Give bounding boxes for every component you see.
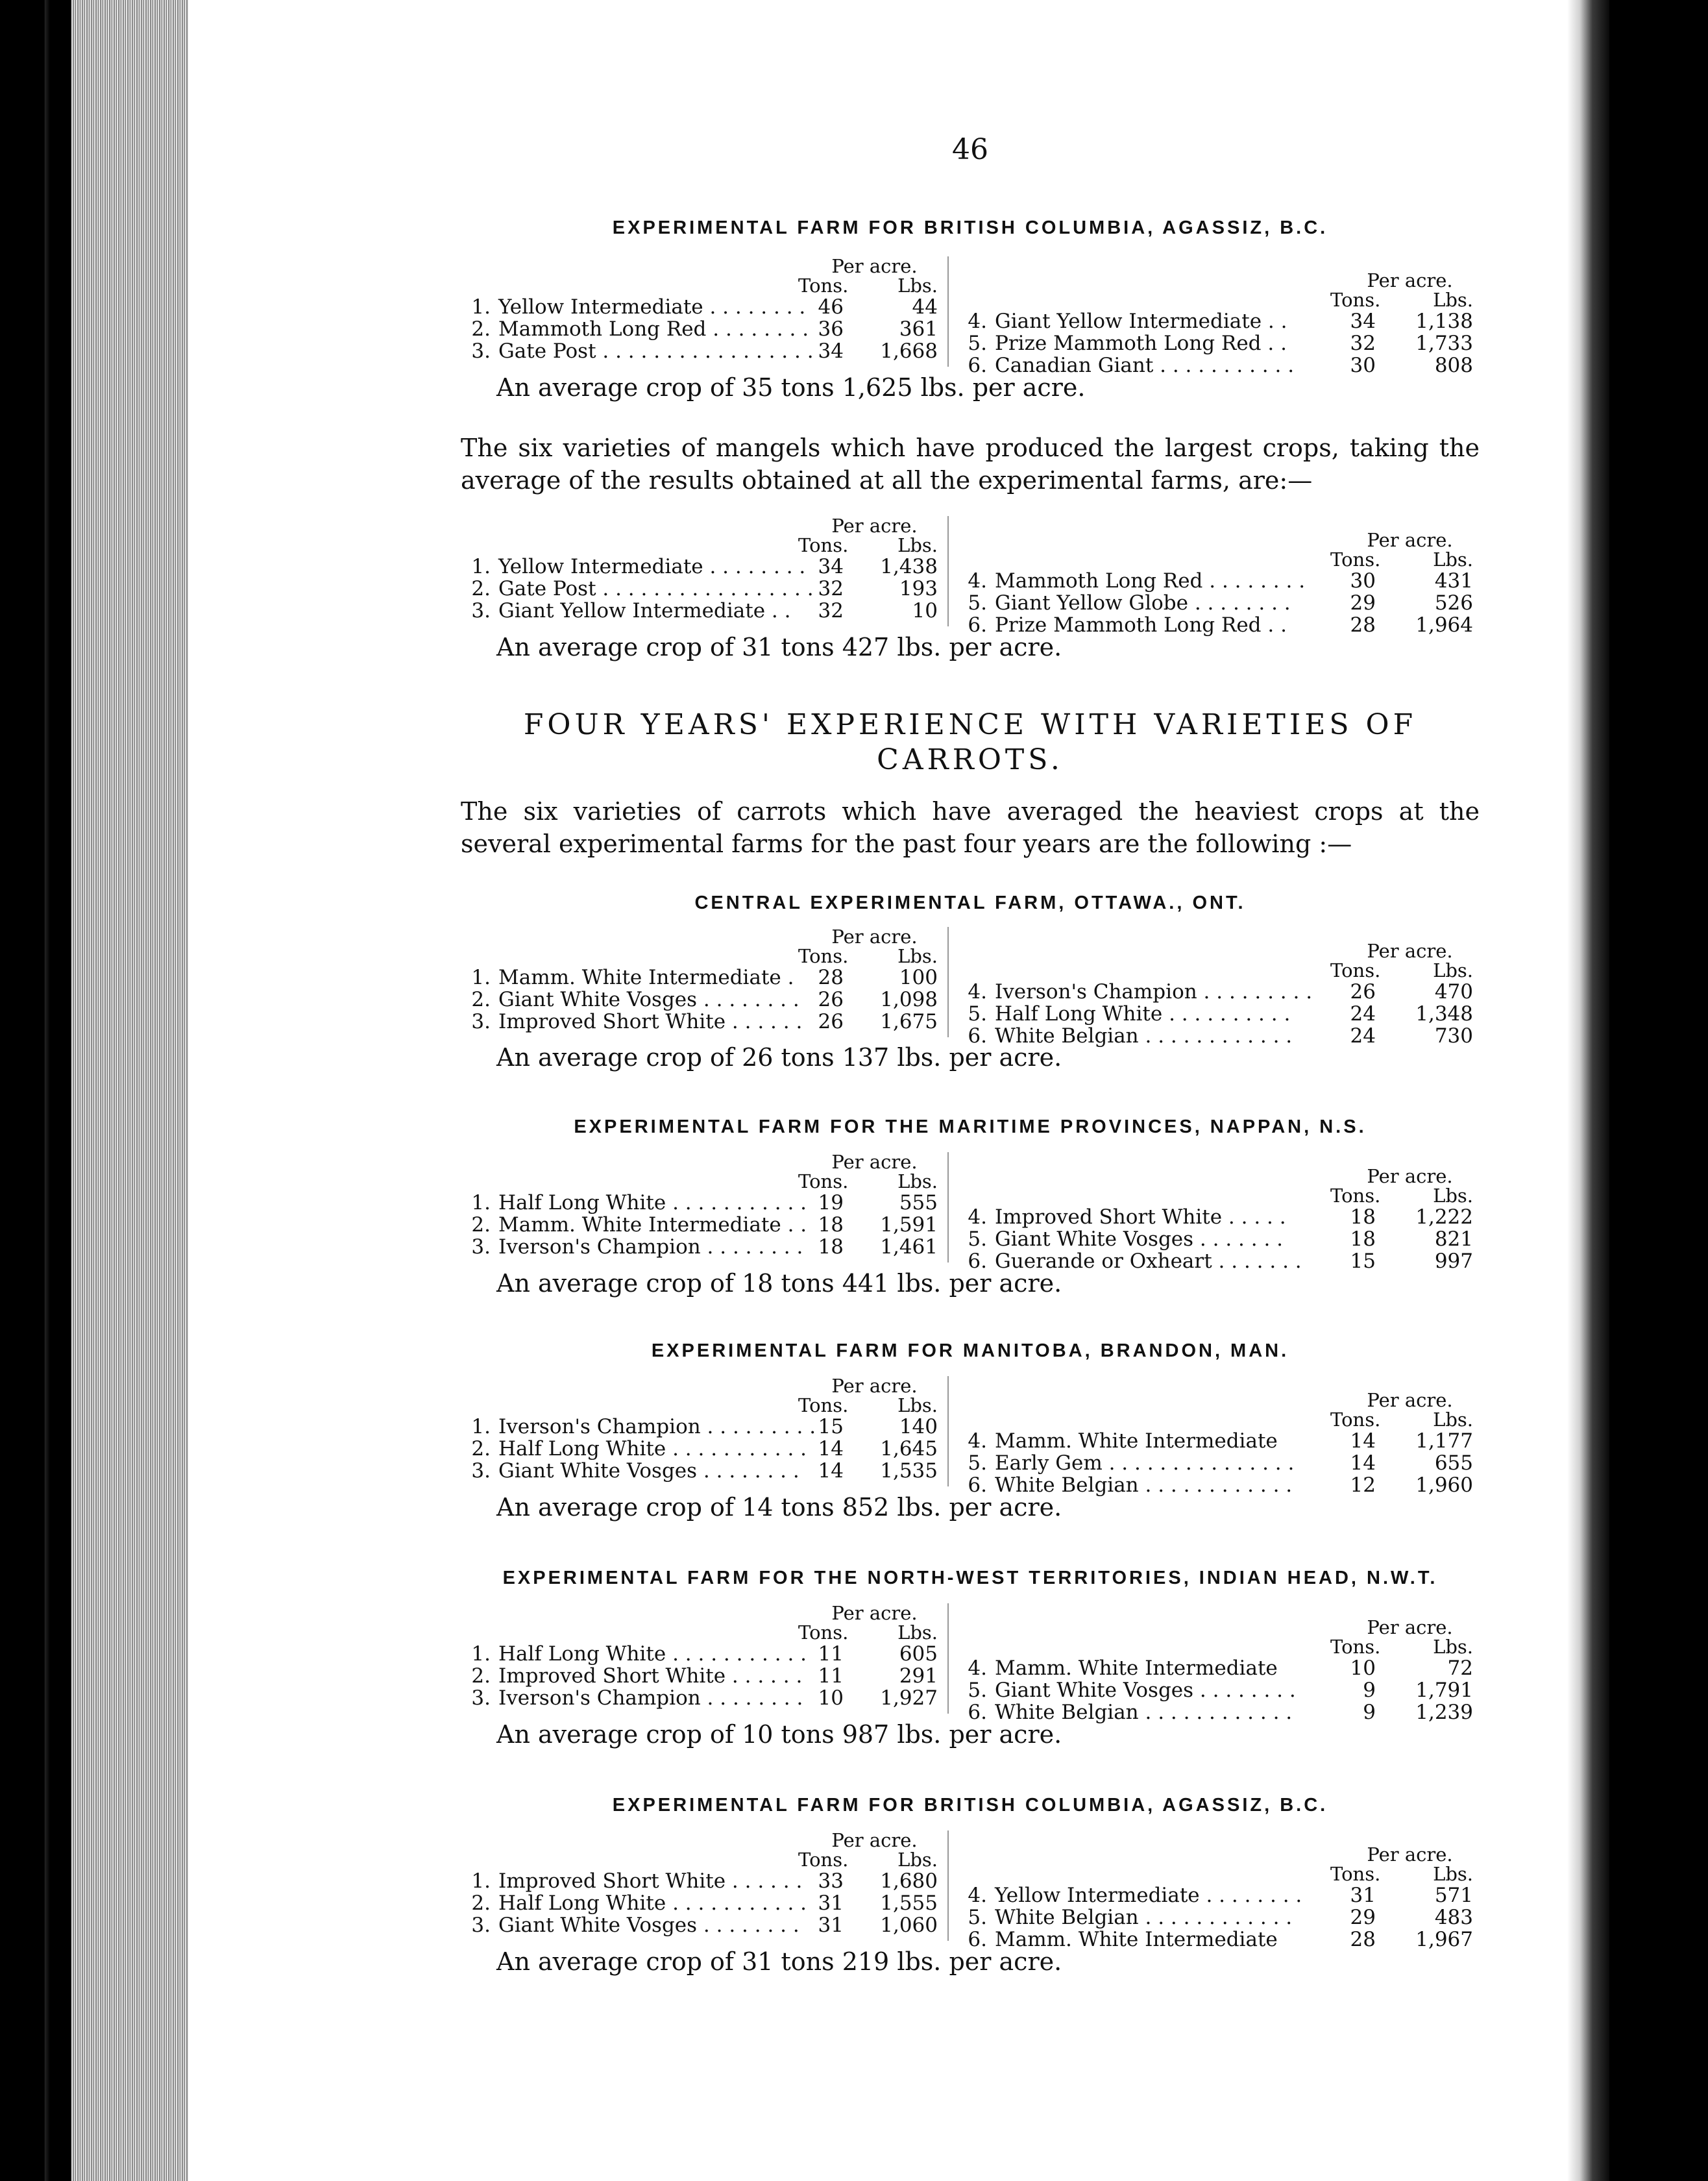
lbs-value: 821 [1434,1227,1473,1251]
book-page [71,0,1609,2181]
variety-name: Gate Post . . . . . . . . . . . . . . . . . [498,339,814,363]
tons-header: Tons. [798,534,849,556]
carrots-paragraph: The six varieties of carrots which have averaged the heaviest crops at the several experimental farms for the past four years are the following :— [461,797,1480,858]
tons-value: 34 [818,339,844,363]
lbs-header: Lbs. [897,1170,938,1192]
tons-value: 14 [1350,1451,1376,1475]
lbs-value: 571 [1434,1884,1473,1907]
variety-name: Mammoth Long Red . . . . . . . . [498,317,809,341]
average-crop-line: An average crop of 10 tons 987 lbs. per acre. [496,1720,1062,1749]
per-acre-header: Per acre. [831,926,918,948]
tons-value: 46 [818,295,844,319]
left-column [461,516,938,626]
rank-number: 6. [968,1024,987,1048]
variety-row [461,1644,938,1664]
lbs-value: 1,591 [880,1213,938,1237]
left-column [461,256,938,367]
per-acre-header: Per acre. [831,515,918,537]
rank-number: 5. [968,332,987,355]
average-crop-line: An average crop of 31 tons 219 lbs. per acre. [496,1947,1062,1976]
yield-table-bc-mangels [461,255,1480,377]
lbs-value: 1,680 [880,1869,938,1893]
variety-row [957,571,1480,591]
variety-row [957,1004,1480,1024]
rank-number: 3. [471,339,491,363]
variety-row [461,1416,938,1437]
farm-heading: EXPERIMENTAL FARM FOR BRITISH COLUMBIA, AGASSIZ, B.C. [612,1795,1328,1816]
lbs-value: 1,461 [880,1235,938,1259]
rank-number: 4. [968,1429,987,1453]
lbs-value: 361 [899,317,938,341]
lbs-value: 1,927 [880,1686,938,1710]
per-acre-header: Per acre. [831,1602,918,1624]
rank-number: 5. [968,1679,987,1702]
rank-number: 4. [968,310,987,333]
variety-name: Yellow Intermediate . . . . . . . . [498,555,806,578]
variety-row [957,981,1480,1002]
tons-value: 10 [818,1686,844,1710]
tons-value: 15 [1350,1250,1376,1273]
variety-row [461,1893,938,1914]
lbs-value: 100 [899,966,938,989]
lbs-header: Lbs. [1433,959,1473,981]
variety-name: Mamm. White Intermediate [995,1429,1278,1453]
average-crop-line: An average crop of 35 tons 1,625 lbs. per acre. [496,373,1086,402]
page-stack-edge [71,0,188,2181]
tons-value: 24 [1350,1024,1376,1048]
variety-name: Giant Yellow Globe . . . . . . . . [995,591,1291,615]
variety-name: Prize Mammoth Long Red . . [995,613,1287,637]
tons-value: 28 [1350,613,1376,637]
column-divider [947,516,949,626]
rank-number: 2. [471,1437,491,1460]
variety-name: Mamm. White Intermediate . . [498,1213,807,1237]
per-acre-header: Per acre. [831,1829,918,1851]
variety-name: Guerande or Oxheart . . . . . . . [995,1250,1302,1273]
yield-table-indian-head [461,1602,1480,1724]
rank-number: 4. [968,1884,987,1907]
variety-row [957,1885,1480,1906]
variety-row [957,1907,1480,1928]
average-crop-line: An average crop of 18 tons 441 lbs. per acre. [496,1269,1062,1298]
tons-value: 26 [1350,980,1376,1004]
tons-header: Tons. [798,1170,849,1192]
per-acre-header: Per acre. [1367,1843,1453,1866]
rank-number: 1. [471,966,491,989]
variety-name: Half Long White . . . . . . . . . . . [498,1191,807,1214]
variety-name: Giant White Vosges . . . . . . . [995,1227,1284,1251]
variety-name: Iverson's Champion . . . . . . . . [498,1686,803,1710]
variety-name: Iverson's Champion . . . . . . . . . [995,980,1313,1004]
lbs-value: 808 [1434,354,1473,377]
variety-name: Giant White Vosges . . . . . . . . [498,1459,799,1483]
variety-name: Iverson's Champion . . . . . . . . [498,1235,803,1259]
lbs-value: 730 [1434,1024,1473,1048]
lbs-value: 1,060 [880,1914,938,1937]
tons-value: 18 [1350,1205,1376,1229]
rank-number: 4. [968,1657,987,1680]
lbs-value: 1,535 [880,1459,938,1483]
variety-row [461,1438,938,1459]
variety-row [957,1431,1480,1451]
farm-heading: EXPERIMENTAL FARM FOR THE NORTH-WEST TERRITORIES, INDIAN HEAD, N.W.T. [502,1568,1438,1588]
tons-header: Tons. [1330,959,1381,981]
variety-name: Mamm. White Intermediate [995,1657,1278,1680]
book-gutter [1567,0,1609,2181]
variety-row [461,1237,938,1257]
per-acre-header: Per acre. [1367,1616,1453,1638]
tons-value: 12 [1350,1473,1376,1497]
rank-number: 3. [471,1459,491,1483]
variety-row [461,1460,938,1481]
tons-value: 31 [1350,1884,1376,1907]
lbs-value: 1,668 [880,339,938,363]
rank-number: 3. [471,1686,491,1710]
tons-header: Tons. [798,1394,849,1416]
lbs-value: 1,791 [1415,1679,1473,1702]
lbs-value: 291 [899,1664,938,1688]
variety-row [461,341,938,362]
mangels-paragraph: The six varieties of mangels which have produced the largest crops, taking the average of the results obtained at all the experimental farms, are:— [461,434,1480,495]
variety-row [461,1214,938,1235]
tons-value: 34 [818,555,844,578]
variety-row [957,1680,1480,1701]
rank-number: 4. [968,569,987,593]
rank-number: 6. [968,1473,987,1497]
variety-name: Half Long White . . . . . . . . . . [995,1002,1291,1026]
lbs-value: 1,348 [1415,1002,1473,1026]
rank-number: 6. [968,1250,987,1273]
rank-number: 5. [968,1227,987,1251]
lbs-value: 1,733 [1415,332,1473,355]
variety-row [461,319,938,339]
rank-number: 2. [471,1213,491,1237]
right-column [957,1389,1480,1497]
rank-number: 5. [968,591,987,615]
tons-value: 36 [818,317,844,341]
lbs-value: 10 [912,599,938,622]
page-number: 46 [952,133,988,166]
column-divider [947,1830,949,1941]
tons-value: 9 [1363,1701,1376,1724]
variety-row [461,1688,938,1708]
tons-value: 32 [818,599,844,622]
rank-number: 1. [471,1191,491,1214]
variety-name: Canadian Giant . . . . . . . . . . . [995,354,1295,377]
lbs-header: Lbs. [897,945,938,967]
variety-row [461,1011,938,1032]
lbs-value: 72 [1447,1657,1473,1680]
tons-value: 32 [818,577,844,600]
farm-heading: EXPERIMENTAL FARM FOR MANITOBA, BRANDON, MAN. [651,1340,1289,1361]
column-divider [947,256,949,367]
rank-number: 1. [471,555,491,578]
tons-value: 9 [1363,1679,1376,1702]
tons-value: 29 [1350,591,1376,615]
variety-name: Gate Post . . . . . . . . . . . . . . . . . [498,577,814,600]
per-acre-header: Per acre. [831,255,918,277]
left-column [461,1603,938,1714]
per-acre-header: Per acre. [831,1375,918,1397]
right-column [957,1843,1480,1951]
lbs-header: Lbs. [1433,1185,1473,1207]
lbs-header: Lbs. [897,534,938,556]
lbs-value: 44 [912,295,938,319]
per-acre-header: Per acre. [1367,1389,1453,1411]
lbs-header: Lbs. [1433,548,1473,571]
average-crop-line: An average crop of 14 tons 852 lbs. per acre. [496,1493,1062,1522]
rank-number: 2. [471,577,491,600]
lbs-value: 1,177 [1415,1429,1473,1453]
tons-header: Tons. [798,275,849,297]
lbs-value: 140 [899,1415,938,1438]
right-column [957,269,1480,377]
variety-row [461,1666,938,1686]
rank-number: 6. [968,1928,987,1951]
book-edge-left [0,0,71,2181]
tons-value: 11 [818,1642,844,1666]
tons-value: 28 [1350,1928,1376,1951]
lbs-value: 1,675 [880,1010,938,1033]
tons-header: Tons. [1330,1863,1381,1885]
yield-table-average-mangels [461,515,1480,637]
lbs-value: 655 [1434,1451,1473,1475]
lbs-header: Lbs. [1433,1636,1473,1658]
variety-row [957,311,1480,332]
lbs-value: 1,239 [1415,1701,1473,1724]
tons-value: 15 [818,1415,844,1438]
rank-number: 6. [968,354,987,377]
variety-name: Giant White Vosges . . . . . . . . [498,988,799,1011]
rank-number: 2. [471,1891,491,1915]
variety-name: Giant White Vosges . . . . . . . . [498,1914,799,1937]
rank-number: 5. [968,1451,987,1475]
lbs-header: Lbs. [1433,1409,1473,1431]
tons-value: 34 [1350,310,1376,333]
variety-row [957,333,1480,354]
lbs-value: 431 [1434,569,1473,593]
yield-table-ottawa [461,926,1480,1048]
rank-number: 3. [471,599,491,622]
variety-row [957,1207,1480,1227]
variety-name: White Belgian . . . . . . . . . . . . [995,1473,1293,1497]
tons-value: 14 [1350,1429,1376,1453]
tons-header: Tons. [1330,1409,1381,1431]
lbs-header: Lbs. [1433,1863,1473,1885]
tons-value: 30 [1350,569,1376,593]
tons-value: 26 [818,988,844,1011]
variety-row [461,1915,938,1936]
tons-value: 18 [1350,1227,1376,1251]
rank-number: 2. [471,1664,491,1688]
column-divider [947,1376,949,1486]
per-acre-header: Per acre. [1367,269,1453,291]
variety-name: Improved Short White . . . . . . [498,1869,803,1893]
farm-heading: EXPERIMENTAL FARM FOR THE MARITIME PROVINCES, NAPPAN, N.S. [574,1116,1367,1137]
tons-header: Tons. [798,945,849,967]
rank-number: 4. [968,980,987,1004]
tons-header: Tons. [798,1621,849,1644]
tons-header: Tons. [798,1849,849,1871]
rank-number: 1. [471,295,491,319]
average-crop-line: An average crop of 26 tons 137 lbs. per acre. [496,1043,1062,1072]
tons-value: 18 [818,1213,844,1237]
tons-header: Tons. [1330,1636,1381,1658]
lbs-value: 1,555 [880,1891,938,1915]
lbs-value: 1,438 [880,555,938,578]
average-crop-line: An average crop of 31 tons 427 lbs. per acre. [496,633,1062,661]
lbs-value: 1,964 [1415,613,1473,637]
tons-header: Tons. [1330,289,1381,311]
tons-value: 29 [1350,1906,1376,1929]
variety-name: Improved Short White . . . . . . [498,1010,803,1033]
variety-name: Prize Mammoth Long Red . . [995,332,1287,355]
rank-number: 6. [968,613,987,637]
lbs-value: 1,967 [1415,1928,1473,1951]
rank-number: 2. [471,317,491,341]
variety-name: Mamm. White Intermediate [995,1928,1278,1951]
variety-row [461,1192,938,1213]
tons-value: 11 [818,1664,844,1688]
farm-heading: CENTRAL EXPERIMENTAL FARM, OTTAWA., ONT. [694,893,1246,913]
variety-row [957,593,1480,613]
tons-value: 28 [818,966,844,989]
tons-value: 33 [818,1869,844,1893]
tons-value: 30 [1350,354,1376,377]
rank-number: 1. [471,1642,491,1666]
left-column [461,1830,938,1941]
variety-name: Giant Yellow Intermediate . . [995,310,1287,333]
tons-value: 31 [818,1891,844,1915]
tons-value: 18 [818,1235,844,1259]
yield-table-bc-carrots [461,1829,1480,1951]
variety-name: Half Long White . . . . . . . . . . . [498,1891,807,1915]
lbs-value: 605 [899,1642,938,1666]
tons-value: 24 [1350,1002,1376,1026]
rank-number: 5. [968,1906,987,1929]
variety-row [461,600,938,621]
lbs-header: Lbs. [897,1849,938,1871]
tons-value: 19 [818,1191,844,1214]
section-title: FOUR YEARS' EXPERIENCE WITH VARIETIES OF CARROTS. [523,708,1417,776]
lbs-value: 193 [899,577,938,600]
variety-name: Mammoth Long Red . . . . . . . . [995,569,1306,593]
per-acre-header: Per acre. [1367,529,1453,551]
tons-header: Tons. [1330,548,1381,571]
rank-number: 5. [968,1002,987,1026]
variety-name: Improved Short White . . . . . [995,1205,1286,1229]
variety-name: Yellow Intermediate . . . . . . . . [498,295,806,319]
variety-name: Giant Yellow Intermediate . . [498,599,791,622]
lbs-value: 1,960 [1415,1473,1473,1497]
left-column [461,1376,938,1486]
rank-number: 3. [471,1010,491,1033]
variety-row [461,578,938,599]
right-column [957,940,1480,1048]
lbs-value: 1,222 [1415,1205,1473,1229]
variety-row [461,556,938,577]
variety-name: White Belgian . . . . . . . . . . . . [995,1701,1293,1724]
variety-row [957,1453,1480,1473]
tons-value: 31 [818,1914,844,1937]
left-column [461,927,938,1037]
page-content [461,110,1480,2025]
left-column [461,1152,938,1263]
lbs-header: Lbs. [897,1394,938,1416]
rank-number: 3. [471,1235,491,1259]
tons-value: 10 [1350,1657,1376,1680]
lbs-value: 1,645 [880,1437,938,1460]
variety-name: Giant White Vosges . . . . . . . . [995,1679,1296,1702]
variety-row [461,989,938,1010]
lbs-header: Lbs. [1433,289,1473,311]
rank-number: 3. [471,1914,491,1937]
column-divider [947,1152,949,1263]
rank-number: 1. [471,1415,491,1438]
variety-name: Half Long White . . . . . . . . . . . [498,1642,807,1666]
per-acre-header: Per acre. [831,1151,918,1173]
rank-number: 1. [471,1869,491,1893]
yield-table-brandon [461,1375,1480,1497]
variety-name: Mamm. White Intermediate . [498,966,794,989]
variety-name: Yellow Intermediate . . . . . . . . [995,1884,1302,1907]
variety-name: Improved Short White . . . . . . [498,1664,803,1688]
variety-name: Half Long White . . . . . . . . . . . [498,1437,807,1460]
variety-row [461,967,938,988]
lbs-value: 1,098 [880,988,938,1011]
variety-name: Early Gem . . . . . . . . . . . . . . . [995,1451,1295,1475]
rank-number: 6. [968,1701,987,1724]
tons-value: 32 [1350,332,1376,355]
lbs-value: 470 [1434,980,1473,1004]
lbs-value: 1,138 [1415,310,1473,333]
per-acre-header: Per acre. [1367,940,1453,962]
yield-table-nappan [461,1151,1480,1273]
tons-value: 26 [818,1010,844,1033]
variety-row [461,1871,938,1891]
column-divider [947,927,949,1037]
lbs-value: 555 [899,1191,938,1214]
column-divider [947,1603,949,1714]
right-column [957,1616,1480,1724]
lbs-value: 483 [1434,1906,1473,1929]
variety-row [461,297,938,317]
variety-name: White Belgian . . . . . . . . . . . . [995,1024,1293,1048]
lbs-header: Lbs. [897,1621,938,1644]
variety-name: White Belgian . . . . . . . . . . . . [995,1906,1293,1929]
right-column [957,1165,1480,1273]
lbs-header: Lbs. [897,275,938,297]
variety-row [957,1658,1480,1679]
rank-number: 2. [471,988,491,1011]
variety-row [957,1229,1480,1250]
right-column [957,529,1480,637]
variety-name: Iverson's Champion . . . . . . . . . [498,1415,816,1438]
tons-header: Tons. [1330,1185,1381,1207]
rank-number: 4. [968,1205,987,1229]
lbs-value: 997 [1434,1250,1473,1273]
tons-value: 14 [818,1459,844,1483]
lbs-value: 526 [1434,591,1473,615]
per-acre-header: Per acre. [1367,1165,1453,1187]
tons-value: 14 [818,1437,844,1460]
farm-heading: EXPERIMENTAL FARM FOR BRITISH COLUMBIA, AGASSIZ, B.C. [612,217,1328,238]
